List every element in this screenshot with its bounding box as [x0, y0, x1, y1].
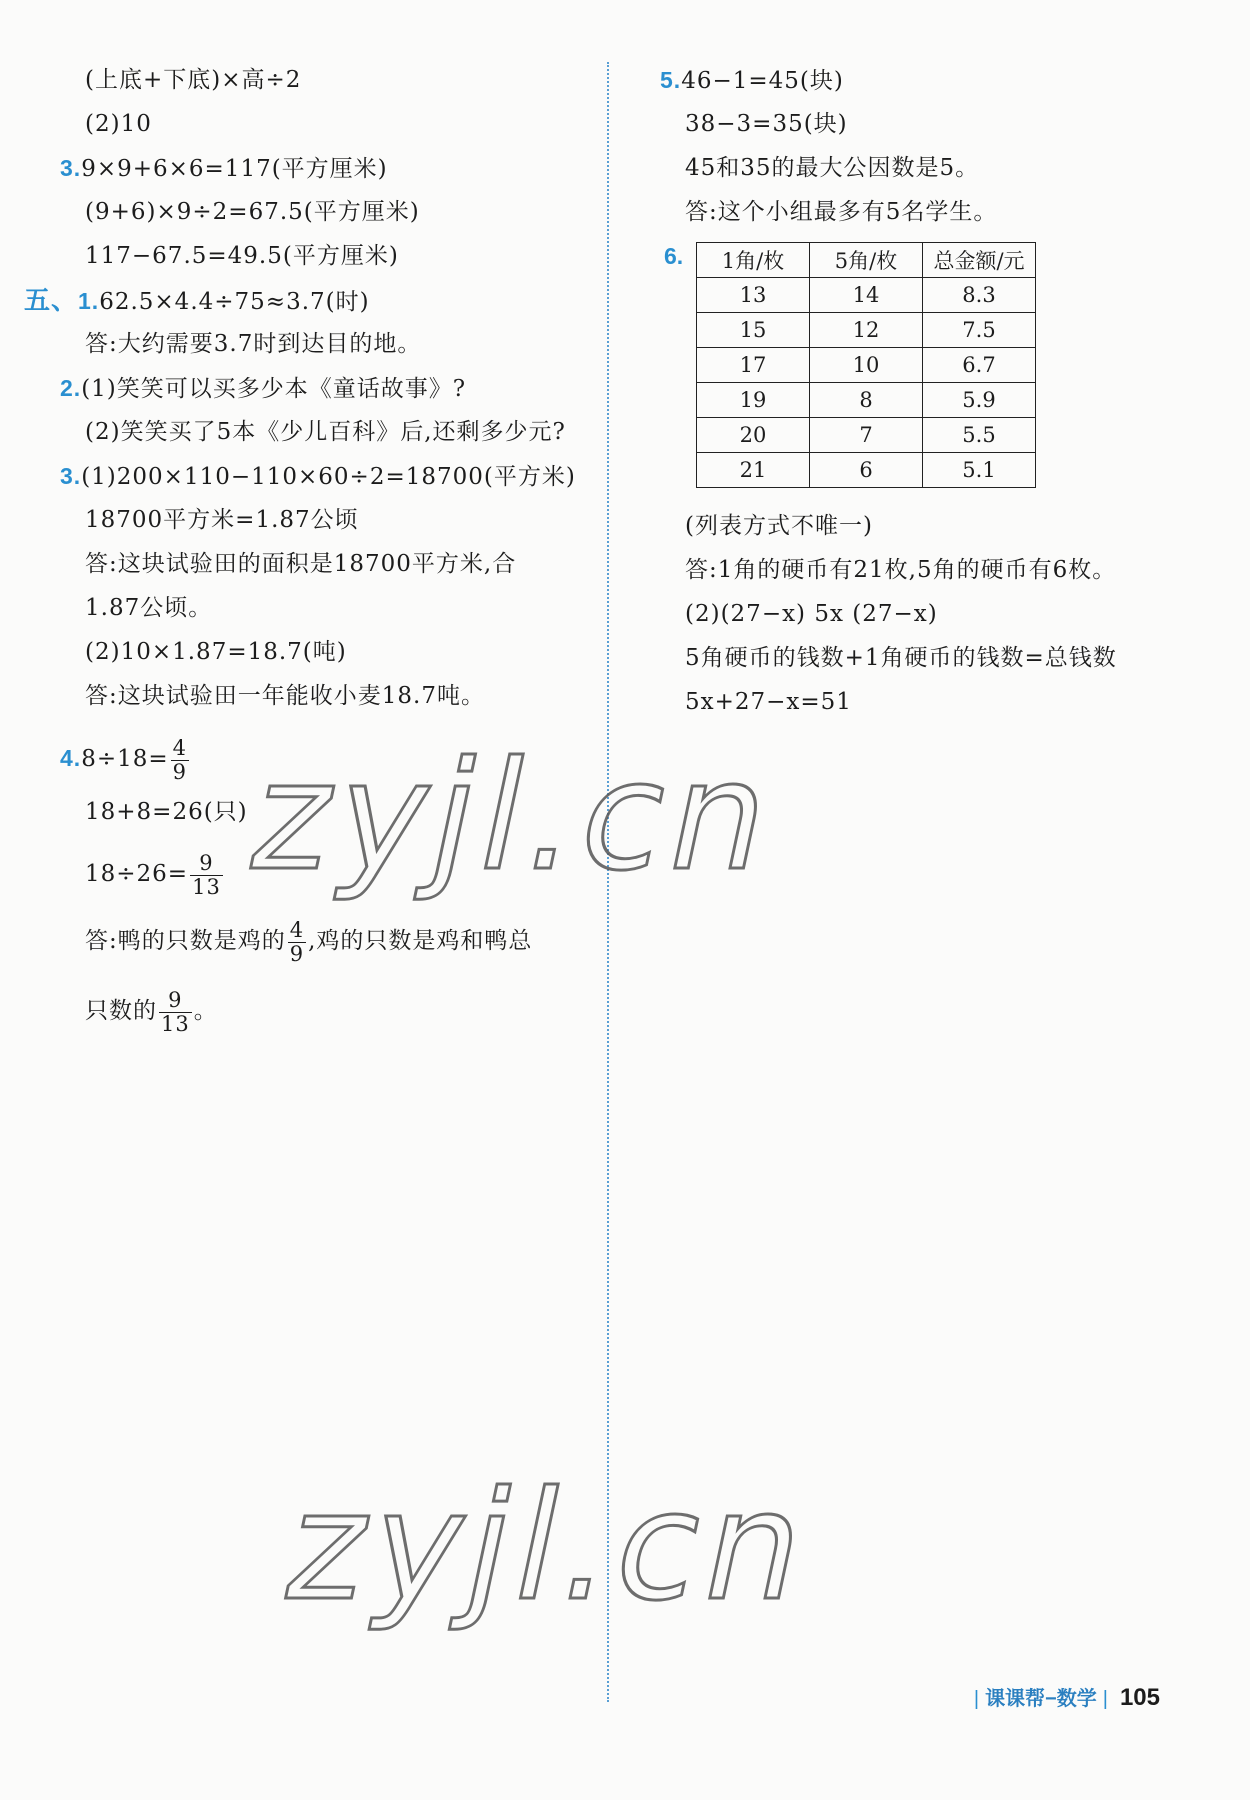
fraction: $\frac{9}{13}$ [161, 988, 190, 1036]
equation-line: (2)10×1.87=18.7(吨) [85, 639, 347, 665]
equation-line: 38−3=35(块) [685, 111, 848, 137]
table-row [697, 418, 1036, 453]
table-row [697, 348, 1036, 383]
table-cell: 21 [697, 453, 810, 488]
footer-divider-icon: | [973, 1688, 980, 1710]
statement-line: 5角硬币的钱数+1角硬币的钱数=总钱数 [685, 645, 1117, 671]
equation: (1)200×110−110×60÷2=18700(平方米) [81, 464, 576, 490]
question-5-line [660, 62, 1220, 106]
table-cell: 5.9 [923, 383, 1036, 418]
equation: 18÷26= [85, 861, 189, 887]
question-number: 3. [60, 155, 82, 181]
table-cell: 6.7 [923, 348, 1036, 383]
answer-line: 答:鸭的只数是鸡的 $\frac{4}{9}$ ,鸡的只数是鸡和鸭总 [85, 918, 533, 966]
question-number: 2. [60, 375, 82, 401]
table-cell: 12 [810, 313, 923, 348]
table-row [697, 453, 1036, 488]
table-header-row [697, 243, 1036, 278]
expression-line: (2)(27−x) 5x (27−x) [685, 601, 938, 627]
equation-line: 18700平方米=1.87公顷 [85, 507, 359, 533]
table-cell: 5.5 [923, 418, 1036, 453]
table-cell: 14 [810, 278, 923, 313]
column-header: 1角/枚 [697, 243, 810, 278]
section-5-line [24, 282, 605, 326]
column-header: 总金额/元 [923, 243, 1036, 278]
watermark: zyjl.cn [236, 730, 792, 904]
column-header: 5角/枚 [810, 243, 923, 278]
answer-line: 答:1角的硬币有21枚,5角的硬币有6枚。 [685, 557, 1117, 583]
coin-table [696, 242, 1036, 488]
table-cell: 19 [697, 383, 810, 418]
table-row [697, 278, 1036, 313]
table-cell: 7.5 [923, 313, 1036, 348]
question-2-line [60, 370, 605, 414]
question-3-line [60, 150, 605, 194]
equation-line: 117−67.5=49.5(平方厘米) [85, 243, 399, 269]
question-number: 4. [60, 745, 82, 771]
question-number: 1. [78, 288, 100, 314]
equation-line: 18+8=26(只) [85, 799, 248, 825]
table-cell: 13 [697, 278, 810, 313]
table-cell: 8 [810, 383, 923, 418]
equation-line: (9+6)×9÷2=67.5(平方厘米) [85, 199, 420, 225]
note-line: (列表方式不唯一) [685, 513, 873, 539]
formula-line: (上底+下底)×高÷2 [85, 67, 302, 93]
table-cell: 10 [810, 348, 923, 383]
equation-line: 5x+27−x=51 [685, 689, 852, 715]
answer-line-cont: 1.87公顷。 [85, 595, 213, 621]
table-cell: 8.3 [923, 278, 1036, 313]
page-footer [968, 1682, 1160, 1712]
answer-line: 答:大约需要3.7时到达目的地。 [85, 331, 422, 357]
watermark: zyjl.cn [271, 1460, 827, 1634]
page-number: 105 [1119, 1684, 1160, 1711]
table-row [697, 313, 1036, 348]
answer-line: 答:这块试验田一年能收小麦18.7吨。 [85, 683, 485, 709]
table-cell: 20 [697, 418, 810, 453]
equation: 46−1=45(块) [681, 68, 844, 94]
answer-line: (2)10 [85, 111, 152, 137]
equation: 8÷18= [81, 746, 169, 772]
question-number: 3. [60, 463, 82, 489]
fraction: $\frac{4}{9}$ [289, 918, 305, 966]
table-cell: 15 [697, 313, 810, 348]
answer-line: 答:这块试验田的面积是18700平方米,合 [85, 551, 517, 577]
table-cell: 7 [810, 418, 923, 453]
fraction: $\frac{4}{9}$ [172, 736, 188, 784]
question-text: (1)笑笑可以买多少本《童话故事》? [81, 376, 467, 402]
question-number: 6. [664, 243, 684, 269]
equation: 62.5×4.4÷75≈3.7(时) [99, 289, 370, 315]
question-3b-line [60, 458, 605, 502]
answer-line: 答:这个小组最多有5名学生。 [685, 199, 998, 225]
question-6-block [660, 238, 1220, 508]
section-label: 五、 [24, 285, 79, 315]
question-number: 5. [660, 67, 682, 93]
footer-brand: 课课帮−数学 [985, 1688, 1097, 1710]
statement-line: 45和35的最大公因数是5。 [685, 155, 980, 181]
right-column [660, 62, 1220, 728]
table-cell: 17 [697, 348, 810, 383]
equation: 9×9+6×6=117(平方厘米) [81, 156, 388, 182]
answer-line-cont: 只数的 $\frac{9}{13}$ 。 [85, 988, 218, 1036]
footer-divider-icon: | [1102, 1688, 1108, 1710]
table-cell: 6 [810, 453, 923, 488]
question-text-line: (2)笑笑买了5本《少儿百科》后,还剩多少元? [85, 419, 566, 445]
fraction: $\frac{9}{13}$ [192, 851, 221, 899]
table-row [697, 383, 1036, 418]
table-cell: 5.1 [923, 453, 1036, 488]
